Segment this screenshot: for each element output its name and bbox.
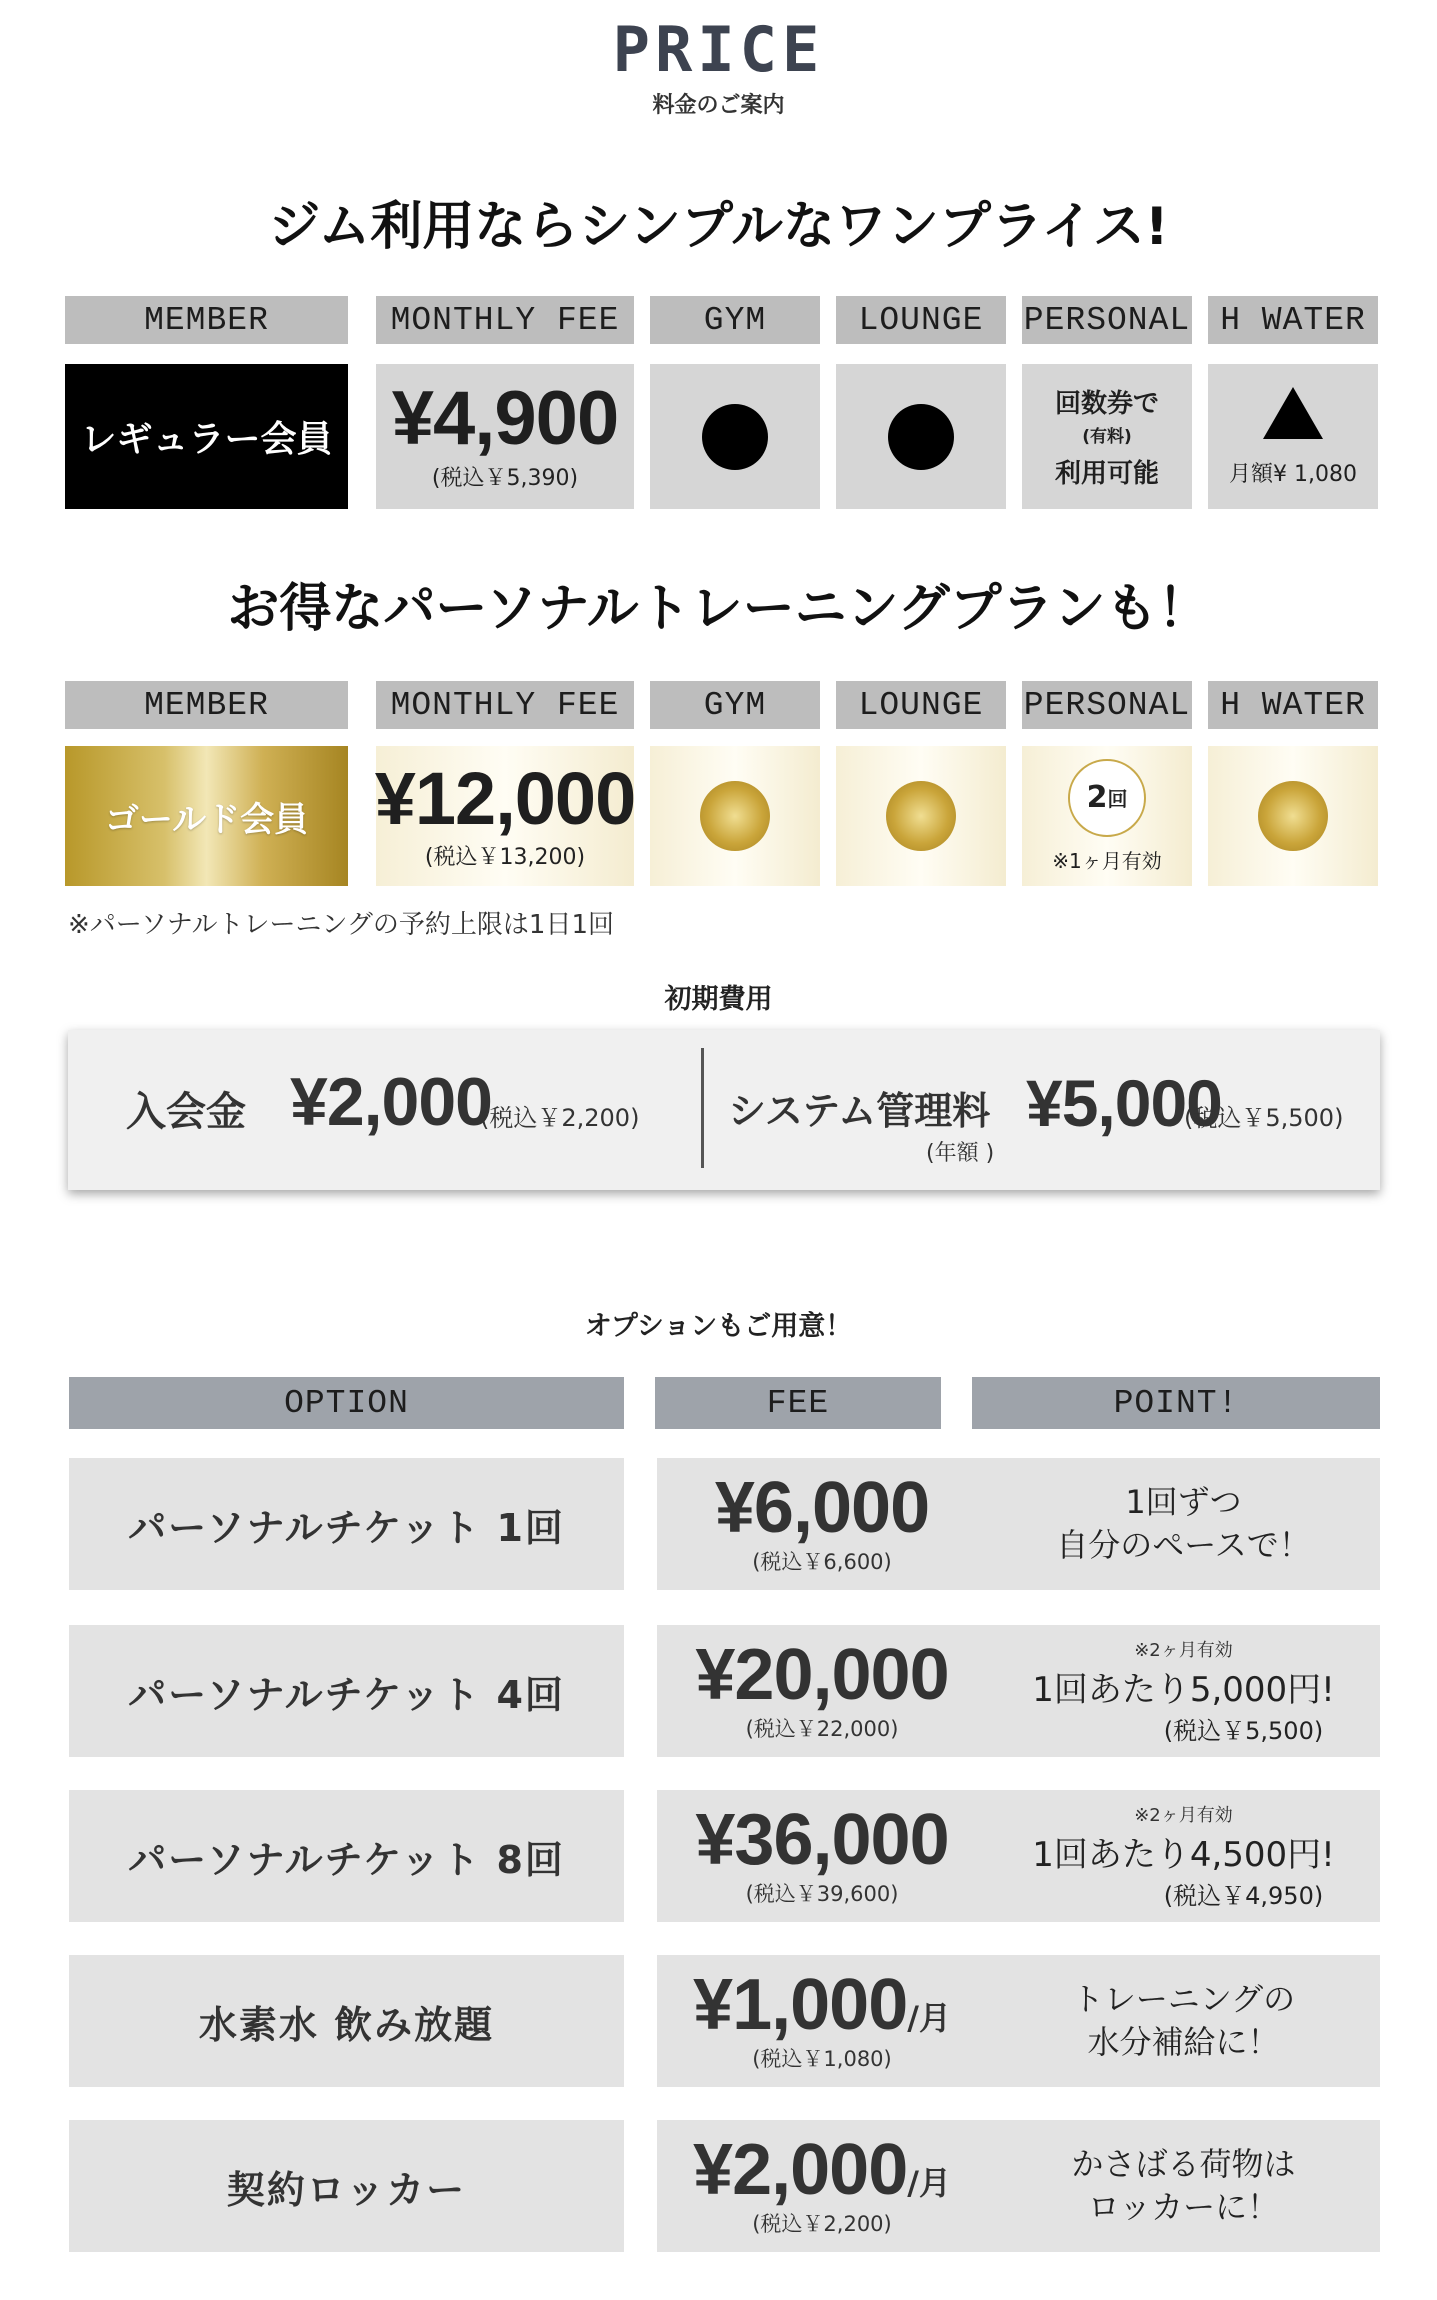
filled-circle-icon <box>888 404 954 470</box>
col-header-personal: PERSONAL <box>1022 296 1192 344</box>
personal-count-number: 2 <box>1086 780 1108 815</box>
option-point-note: ※2ヶ月有効 <box>1134 1805 1233 1826</box>
option-point-line2: ロッカーに！ <box>1087 2188 1280 2226</box>
option-price: ¥36,000 <box>695 1800 949 1880</box>
option-price-line <box>693 1965 951 2045</box>
col-header-h-water: H WATER <box>1208 681 1378 729</box>
option-point-line1: 1回ずつ <box>1125 1482 1242 1521</box>
option-tax: (税込￥22,000) <box>745 1717 899 1741</box>
regular-personal <box>1022 364 1192 509</box>
entry-fee-price: ¥2,000 <box>290 1064 492 1140</box>
initial-cost-title: 初期費用 <box>664 983 773 1015</box>
option-point-line2: (税込￥5,500) <box>1163 1717 1324 1745</box>
regular-h-water <box>1208 364 1378 509</box>
regular-gym <box>650 364 820 509</box>
option-tax: (税込￥6,600) <box>752 1550 892 1574</box>
option-price: ¥1,000 <box>693 1965 908 2045</box>
col-header-gym: GYM <box>650 681 820 729</box>
page-title: PRICE <box>612 12 825 86</box>
option-point-line2: 水分補給に！ <box>1087 2023 1280 2061</box>
regular-lounge <box>836 364 1006 509</box>
personal-line2: (有料) <box>1082 427 1132 447</box>
system-fee-sub: (年額 ) <box>926 1141 995 1166</box>
system-fee-label: システム管理料 <box>728 1089 991 1133</box>
divider <box>701 1048 704 1168</box>
col-header-monthly-fee: MONTHLY FEE <box>376 681 634 729</box>
option-fee <box>657 2120 987 2252</box>
gold-gym <box>650 746 820 886</box>
option-point <box>987 1458 1380 1590</box>
gold-personal <box>1022 746 1192 886</box>
option-point <box>987 1955 1380 2087</box>
option-fee-point <box>657 1955 1380 2087</box>
col-header-lounge: LOUNGE <box>836 296 1006 344</box>
col-header-gym: GYM <box>650 296 820 344</box>
option-fee-point <box>657 1458 1380 1590</box>
gold-fee-tax: (税込￥13,200) <box>424 844 586 870</box>
option-name: パーソナルチケット 1回 <box>69 1458 624 1590</box>
option-point-line1: 1回あたり5,000円! <box>1032 1670 1335 1710</box>
entry-fee-label: 入会金 <box>126 1089 246 1135</box>
option-point-note: ※2ヶ月有効 <box>1134 1640 1233 1661</box>
regular-monthly-fee <box>376 364 634 509</box>
personal-line1: 回数券で <box>1054 389 1159 419</box>
triangle-icon <box>1261 385 1325 441</box>
option-fee-point <box>657 1790 1380 1922</box>
option-name: 契約ロッカー <box>69 2120 624 2252</box>
option-point-line1: かさばる荷物は <box>1071 2144 1296 2183</box>
col-header-monthly-fee: MONTHLY FEE <box>376 296 634 344</box>
entry-fee-tax: (税込￥2,200) <box>480 1104 640 1132</box>
regular-section-title: ジム利用ならシンプルなワンプライス! <box>268 196 1169 257</box>
gold-section-title: お得なパーソナルトレーニングプランも！ <box>227 578 1210 639</box>
personal-line3: 利用可能 <box>1054 459 1159 489</box>
option-name: 水素水 飲み放題 <box>69 1955 624 2087</box>
option-name: パーソナルチケット 4回 <box>69 1625 624 1757</box>
col-header-lounge: LOUNGE <box>836 681 1006 729</box>
personal-validity-note: ※1ヶ月有効 <box>1052 848 1162 873</box>
option-point <box>987 2120 1380 2252</box>
member-regular: レギュラー会員 <box>65 364 348 509</box>
gold-fee-price: ¥12,000 <box>374 756 636 840</box>
option-name: パーソナルチケット 8回 <box>69 1790 624 1922</box>
option-point-line1: 1回あたり4,500円! <box>1032 1835 1335 1875</box>
h-water-monthly-note: 月額¥ 1,080 <box>1229 462 1357 487</box>
option-point <box>987 1790 1380 1922</box>
personal-count-unit: 回 <box>1107 787 1128 811</box>
option-price-unit: /月 <box>907 1999 951 2037</box>
initial-cost-box <box>68 1030 1380 1190</box>
system-fee-price: ¥5,000 <box>1026 1066 1222 1140</box>
regular-fee-price: ¥4,900 <box>391 376 619 461</box>
option-fee <box>657 1625 987 1757</box>
col-header-option: OPTION <box>69 1377 624 1429</box>
col-header-member: MEMBER <box>65 296 348 344</box>
col-header-h-water: H WATER <box>1208 296 1378 344</box>
member-gold: ゴールド会員 <box>65 746 348 886</box>
gold-circle-icon <box>700 781 770 851</box>
gold-h-water <box>1208 746 1378 886</box>
filled-circle-icon <box>702 404 768 470</box>
gold-circle-icon <box>886 781 956 851</box>
gold-monthly-fee <box>376 746 634 886</box>
option-fee <box>657 1458 987 1590</box>
option-point <box>987 1625 1380 1757</box>
options-title: オプションもご用意！ <box>584 1310 853 1342</box>
option-point-line2: (税込￥4,950) <box>1163 1882 1324 1910</box>
col-header-point: POINT! <box>972 1377 1380 1429</box>
option-fee <box>657 1955 987 2087</box>
option-tax: (税込￥39,600) <box>745 1882 899 1906</box>
option-price: ¥6,000 <box>714 1468 930 1548</box>
option-fee-point <box>657 1625 1380 1757</box>
gold-circle-icon <box>1258 781 1328 851</box>
option-fee-point <box>657 2120 1380 2252</box>
gold-lounge <box>836 746 1006 886</box>
option-fee <box>657 1790 987 1922</box>
option-tax: (税込￥2,200) <box>752 2212 892 2236</box>
option-price-unit: /月 <box>907 2164 951 2202</box>
option-price: ¥20,000 <box>695 1635 949 1715</box>
col-header-fee: FEE <box>655 1377 941 1429</box>
option-tax: (税込￥1,080) <box>752 2047 892 2071</box>
option-point-line1: トレーニングの <box>1071 1979 1296 2018</box>
regular-fee-tax: (税込￥5,390) <box>431 466 579 491</box>
col-header-member: MEMBER <box>65 681 348 729</box>
page-subtitle: 料金のご案内 <box>652 92 785 118</box>
system-fee-tax: (税込￥5,500) <box>1184 1104 1344 1132</box>
option-point-line2: 自分のペースで！ <box>1056 1526 1311 1564</box>
col-header-personal: PERSONAL <box>1022 681 1192 729</box>
option-price-line <box>693 2130 951 2210</box>
personal-count-badge <box>1068 759 1146 837</box>
gold-footnote: ※パーソナルトレーニングの予約上限は1日1回 <box>68 910 615 940</box>
option-price: ¥2,000 <box>693 2130 908 2210</box>
